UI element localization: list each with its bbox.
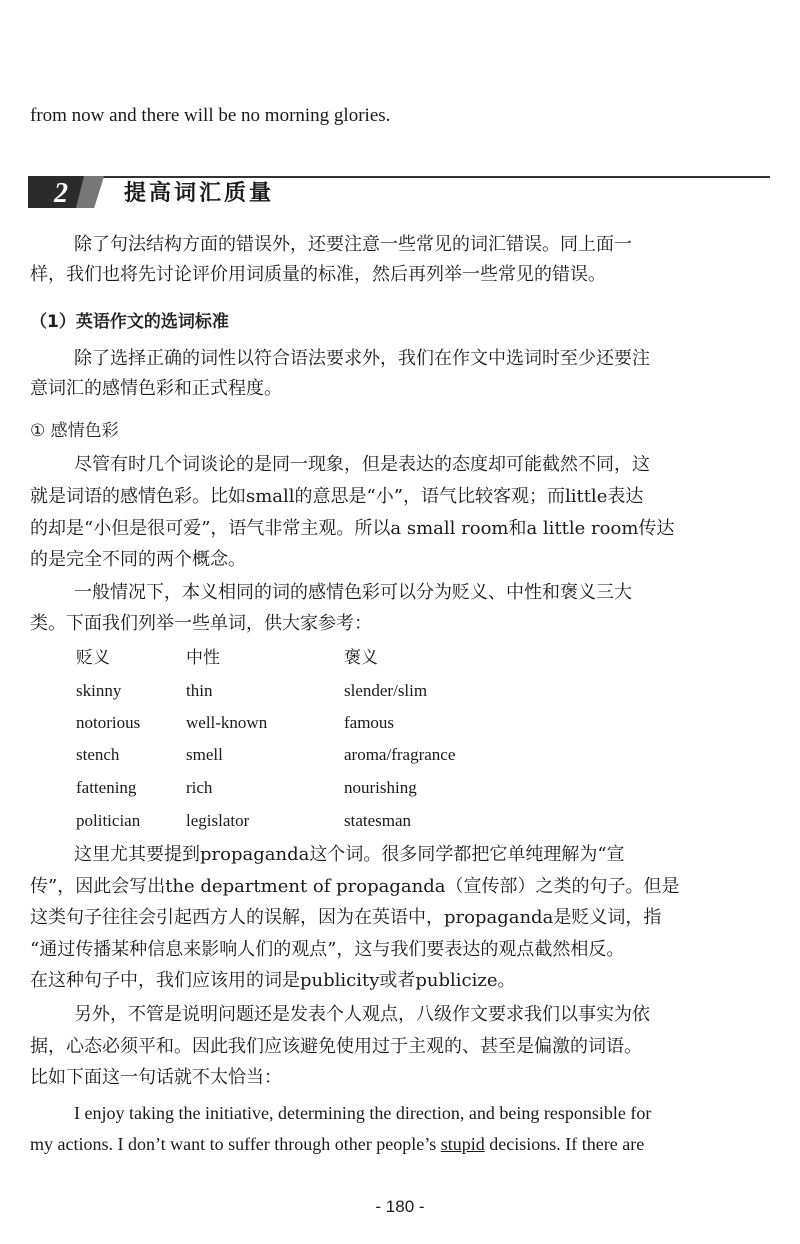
table-cell: rich [186,778,213,797]
text-line: 类。下面我们列举一些单词，供大家参考： [30,613,372,634]
section-badge [28,176,104,208]
text-line: 样，我们也将先讨论评价用词质量的标准，然后再列举一些常见的错误。 [30,264,606,285]
text-line: 另外，不管是说明问题还是发表个人观点，八级作文要求我们以事实为依 [74,1004,650,1025]
text-line: from now and there will be no morning glories. [30,105,391,126]
table-header: 褒义 [344,648,378,668]
text-line: 据，心态必须平和。因此我们应该避免使用过于主观的、甚至是偏激的词语。 [30,1036,642,1057]
text-line: 除了选择正确的词性以符合语法要求外，我们在作文中选词时至少还要注 [74,348,650,369]
subheading: ① 感情色彩 [30,421,119,441]
text-line: 这里尤其要提到propaganda这个词。很多同学都把它单纯理解为“宣 [74,844,625,865]
table-cell: nourishing [344,778,417,797]
table-cell: smell [186,745,223,764]
subheading: （1）英语作文的选词标准 [30,312,229,332]
example-text: decisions. If there are [484,1134,645,1154]
table-cell: slender/slim [344,681,428,700]
table-cell: politician [76,811,141,830]
text-line: 意词汇的感情色彩和正式程度。 [30,378,282,399]
table-header: 贬义 [76,648,110,668]
table-cell: stench [76,745,120,764]
text-line: 这类句子往往会引起西方人的误解，因为在英语中，propaganda是贬义词，指 [30,907,662,928]
section-title: 提高词汇质量 [124,181,275,206]
text-line: 比如下面这一句话就不太恰当： [30,1067,282,1088]
text-line: “通过传播某种信息来影响人们的观点”，这与我们要表达的观点截然相反。 [30,939,625,960]
text-line: 就是词语的感情色彩。比如small的意思是“小”，语气比较客观；而little表达 [30,486,644,507]
page-number: - 180 - [375,1197,425,1216]
example-text: my actions. I don’t want to suffer through other people’s [30,1134,441,1154]
table-cell: skinny [76,681,122,700]
text-line: 传”，因此会写出the department of propaganda（宣传部）之类的句子。但是 [30,876,680,897]
example-line [30,1131,770,1157]
section-number: 2 [54,178,68,208]
table-cell: famous [344,713,395,732]
text-line: 在这种句子中，我们应该用的词是publicity或者publicize。 [30,970,516,991]
text-line: 的是完全不同的两个概念。 [30,549,246,570]
text-line: 除了句法结构方面的错误外，还要注意一些常见的词汇错误。同上面一 [74,234,632,255]
text-line: 一般情况下，本义相同的词的感情色彩可以分为贬义、中性和褒义三大 [74,582,632,603]
text-line: 尽管有时几个词谈论的是同一现象，但是表达的态度却可能截然不同，这 [74,454,650,475]
example-line: I enjoy taking the initiative, determining the direction, and being responsible for [74,1103,652,1123]
table-cell: notorious [76,713,141,732]
table-cell: fattening [76,778,137,797]
table-cell: thin [186,681,213,700]
table-cell: legislator [186,811,250,830]
table-cell: well-known [186,713,268,732]
table-cell: aroma/fragrance [344,745,456,764]
table-cell: statesman [344,811,412,830]
table-header: 中性 [186,648,220,668]
text-line: 的却是“小但是很可爱”，语气非常主观。所以a small room和a little room传达 [30,518,675,539]
underlined-word: stupid [440,1134,485,1154]
